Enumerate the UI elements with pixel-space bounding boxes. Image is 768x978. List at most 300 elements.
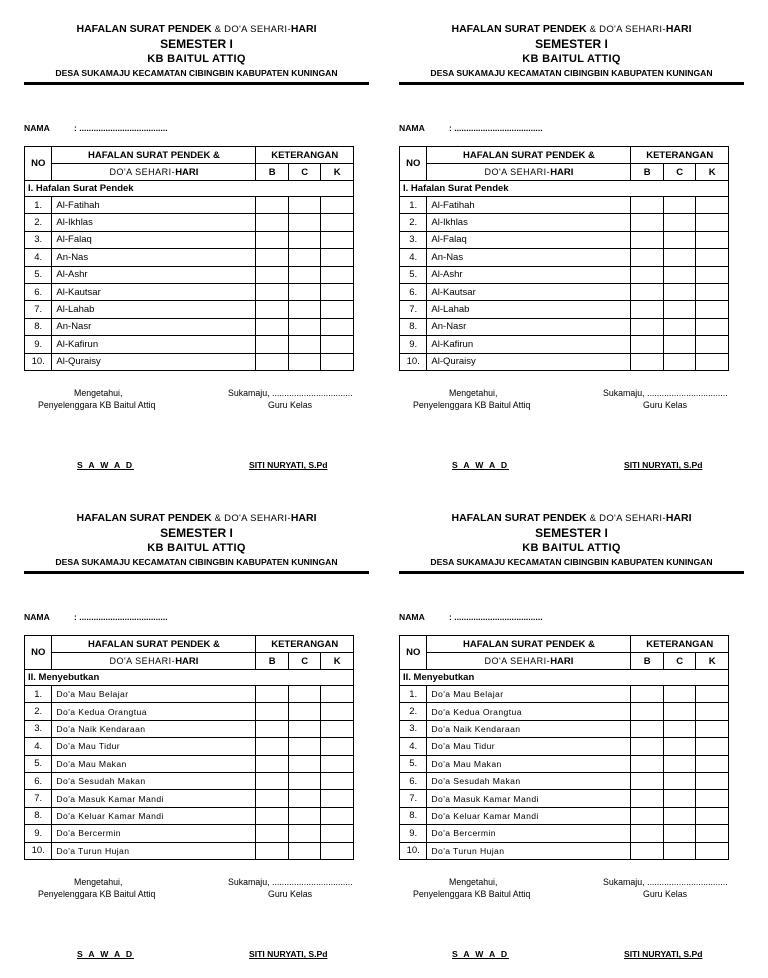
row-item-name: Do'a Sesudah Makan [427,772,631,789]
cell-c[interactable] [288,842,320,859]
cell-b[interactable] [631,686,663,703]
header-divider [399,82,744,85]
cell-k[interactable] [696,301,729,318]
hafalan-table [24,146,354,371]
table-row [25,790,354,807]
row-number: 2. [25,703,52,720]
cell-c[interactable] [288,266,320,283]
nama-line [24,610,168,624]
cell-b[interactable] [631,703,663,720]
cell-c[interactable] [288,301,320,318]
cell-b[interactable] [631,755,663,772]
header-b: B [256,653,288,670]
card-title: HAFALAN SURAT PENDEK & DO'A SEHARI-HARI [451,23,692,35]
cell-k[interactable] [696,755,729,772]
table-row [400,283,729,300]
row-number: 10. [25,353,52,370]
table-row [400,301,729,318]
cell-b[interactable] [631,266,663,283]
cell-b[interactable] [631,301,663,318]
cell-c[interactable] [663,249,695,266]
row-item-name: Al-Kafirun [52,336,256,353]
cell-b[interactable] [631,772,663,789]
table-row [25,825,354,842]
cell-k[interactable] [696,318,729,335]
header-divider [24,82,369,85]
header-k: K [321,653,354,670]
header-c: C [288,164,320,181]
table-row [400,790,729,807]
table-row [25,703,354,720]
school-address: DESA SUKAMAJU KECAMATAN CIBINGBIN KABUPATEN KUNINGAN [430,557,713,567]
row-number: 1. [400,197,427,214]
signer-left: S A W A D [77,949,134,959]
cell-b[interactable] [631,738,663,755]
row-number: 8. [400,318,427,335]
cell-k[interactable] [696,231,729,248]
row-number: 8. [25,318,52,335]
table-row [400,686,729,703]
cell-k[interactable] [321,283,354,300]
cell-c[interactable] [663,197,695,214]
cell-b[interactable] [256,318,288,335]
cell-c[interactable] [663,686,695,703]
cell-c[interactable] [288,807,320,824]
school-name: KB BAITUL ATTIQ [147,53,246,65]
header-keterangan: KETERANGAN [631,636,729,653]
table-row [25,197,354,214]
row-number: 3. [400,720,427,737]
cell-k[interactable] [321,336,354,353]
row-number: 9. [25,336,52,353]
guru-label: Guru Kelas [643,889,688,899]
cell-k[interactable] [321,231,354,248]
table-row [400,755,729,772]
place-date: Sukamaju, ................................. [603,388,728,398]
signer-right: SITI NURYATI, S.Pd [624,949,703,959]
mengetahui-label: Mengetahui, [74,877,123,887]
row-number: 1. [400,686,427,703]
cell-b[interactable] [256,807,288,824]
cell-c[interactable] [288,318,320,335]
row-number: 3. [400,231,427,248]
cell-c[interactable] [663,755,695,772]
semester-label: SEMESTER I [535,37,608,51]
header-title-1: HAFALAN SURAT PENDEK & [427,147,631,164]
cell-b[interactable] [256,197,288,214]
cell-b[interactable] [631,197,663,214]
cell-b[interactable] [256,772,288,789]
cell-k[interactable] [321,266,354,283]
nama-line [399,610,543,624]
header-title-2: DO'A SEHARI-HARI [52,164,256,181]
signer-left: S A W A D [452,949,509,959]
cell-b[interactable] [256,301,288,318]
school-address: DESA SUKAMAJU KECAMATAN CIBINGBIN KABUPATEN KUNINGAN [55,557,338,567]
cell-c[interactable] [663,842,695,859]
cell-b[interactable] [256,214,288,231]
row-number: 10. [25,842,52,859]
cell-k[interactable] [321,686,354,703]
cell-b[interactable] [631,720,663,737]
signer-right: SITI NURYATI, S.Pd [249,460,328,470]
place-date: Sukamaju, ................................. [603,877,728,887]
row-number: 10. [400,842,427,859]
table-row [25,772,354,789]
cell-c[interactable] [663,790,695,807]
cell-c[interactable] [663,353,695,370]
card-title: HAFALAN SURAT PENDEK & DO'A SEHARI-HARI [451,512,692,524]
row-number: 6. [400,772,427,789]
school-address: DESA SUKAMAJU KECAMATAN CIBINGBIN KABUPATEN KUNINGAN [55,68,338,78]
cell-c[interactable] [663,703,695,720]
table-row [25,755,354,772]
header-title-1: HAFALAN SURAT PENDEK & [52,636,256,653]
cell-c[interactable] [288,214,320,231]
cell-b[interactable] [256,790,288,807]
table-row [400,772,729,789]
table-row [25,283,354,300]
header-title-2: DO'A SEHARI-HARI [427,164,631,181]
row-item-name: Do'a Mau Makan [52,755,256,772]
row-item-name: Al-Ashr [427,266,631,283]
row-item-name: Al-Kautsar [52,283,256,300]
guru-label: Guru Kelas [643,400,688,410]
header-b: B [256,164,288,181]
row-item-name: Al-Falaq [427,231,631,248]
cell-c[interactable] [663,720,695,737]
cell-b[interactable] [631,353,663,370]
cell-k[interactable] [696,283,729,300]
cell-b[interactable] [256,738,288,755]
header-b: B [631,653,663,670]
header-c: C [663,653,695,670]
cell-c[interactable] [288,231,320,248]
row-item-name: Al-Falaq [52,231,256,248]
mengetahui-label: Mengetahui, [74,388,123,398]
card-title: HAFALAN SURAT PENDEK & DO'A SEHARI-HARI [76,512,317,524]
cell-k[interactable] [696,807,729,824]
cell-c[interactable] [288,336,320,353]
table-row [400,336,729,353]
table-row [25,318,354,335]
row-item-name: Al-Ikhlas [52,214,256,231]
cell-k[interactable] [321,738,354,755]
signer-right: SITI NURYATI, S.Pd [249,949,328,959]
row-item-name: Do'a Masuk Kamar Mandi [427,790,631,807]
row-item-name: Al-Ikhlas [427,214,631,231]
cell-k[interactable] [321,197,354,214]
table-row [25,301,354,318]
row-number: 5. [400,266,427,283]
cell-k[interactable] [696,790,729,807]
cell-c[interactable] [663,301,695,318]
school-name: KB BAITUL ATTIQ [522,542,621,554]
table-row [400,214,729,231]
table-row [400,720,729,737]
table-row [25,720,354,737]
row-item-name: Do'a Bercermin [427,825,631,842]
table-row [400,231,729,248]
row-item-name: Do'a Masuk Kamar Mandi [52,790,256,807]
row-number: 1. [25,686,52,703]
penyelenggara-label: Penyelenggara KB Baitul Attiq [38,400,156,410]
cell-b[interactable] [256,825,288,842]
card-header [24,22,369,85]
cell-b[interactable] [631,336,663,353]
cell-b[interactable] [631,249,663,266]
row-item-name: Do'a Turun Hujan [427,842,631,859]
row-number: 7. [25,790,52,807]
row-number: 4. [400,249,427,266]
cell-b[interactable] [256,703,288,720]
nama-label: NAMA [399,123,425,133]
row-number: 2. [400,214,427,231]
report-card [24,22,369,470]
header-no: NO [25,636,52,670]
cell-k[interactable] [321,807,354,824]
cell-k[interactable] [321,825,354,842]
cell-b[interactable] [256,755,288,772]
row-item-name: An-Nasr [427,318,631,335]
row-item-name: Do'a Mau Belajar [52,686,256,703]
row-item-name: Do'a Bercermin [52,825,256,842]
cell-k[interactable] [696,249,729,266]
cell-k[interactable] [321,703,354,720]
penyelenggara-label: Penyelenggara KB Baitul Attiq [38,889,156,899]
table-row [400,318,729,335]
row-item-name: Do'a Keluar Kamar Mandi [427,807,631,824]
row-number: 5. [400,755,427,772]
cell-c[interactable] [288,772,320,789]
row-number: 1. [25,197,52,214]
row-number: 3. [25,720,52,737]
row-number: 3. [25,231,52,248]
mengetahui-label: Mengetahui, [449,877,498,887]
table-row [400,842,729,859]
cell-b[interactable] [631,231,663,248]
row-item-name: Al-Lahab [427,301,631,318]
row-number: 7. [25,301,52,318]
cell-k[interactable] [696,214,729,231]
row-number: 6. [25,283,52,300]
cell-k[interactable] [696,720,729,737]
cell-k[interactable] [321,755,354,772]
cell-c[interactable] [663,318,695,335]
cell-b[interactable] [631,842,663,859]
cell-b[interactable] [256,283,288,300]
cell-c[interactable] [288,790,320,807]
cell-c[interactable] [663,807,695,824]
row-item-name: Do'a Mau Tidur [52,738,256,755]
report-card [399,22,744,470]
row-number: 4. [25,249,52,266]
cell-k[interactable] [321,214,354,231]
cell-c[interactable] [288,686,320,703]
hafalan-table [24,635,354,860]
header-no: NO [400,636,427,670]
cell-k[interactable] [321,772,354,789]
header-keterangan: KETERANGAN [256,636,354,653]
row-item-name: Al-Fatihah [52,197,256,214]
cell-c[interactable] [663,231,695,248]
semester-label: SEMESTER I [160,37,233,51]
cell-b[interactable] [631,283,663,300]
cell-b[interactable] [256,720,288,737]
cell-c[interactable] [663,266,695,283]
header-k: K [696,653,729,670]
row-number: 10. [400,353,427,370]
cell-c[interactable] [663,336,695,353]
signer-left: S A W A D [77,460,134,470]
cell-c[interactable] [288,283,320,300]
cell-k[interactable] [696,336,729,353]
nama-value: : ..................................... [449,612,543,622]
card-header [399,511,744,574]
school-name: KB BAITUL ATTIQ [147,542,246,554]
table-row [400,825,729,842]
row-number: 8. [400,807,427,824]
row-number: 6. [25,772,52,789]
cell-b[interactable] [256,353,288,370]
cell-c[interactable] [663,283,695,300]
penyelenggara-label: Penyelenggara KB Baitul Attiq [413,400,531,410]
row-number: 5. [25,755,52,772]
guru-label: Guru Kelas [268,400,313,410]
row-number: 9. [400,336,427,353]
table-row [400,807,729,824]
cell-b[interactable] [256,266,288,283]
cell-b[interactable] [256,336,288,353]
table-row [400,249,729,266]
table-row [25,249,354,266]
cell-k[interactable] [321,790,354,807]
header-title-2: DO'A SEHARI-HARI [427,653,631,670]
cell-c[interactable] [288,353,320,370]
row-item-name: Al-Lahab [52,301,256,318]
section-title: I. Hafalan Surat Pendek [400,181,729,197]
table-row [25,738,354,755]
table-row [25,231,354,248]
nama-label: NAMA [399,612,425,622]
mengetahui-label: Mengetahui, [449,388,498,398]
header-c: C [663,164,695,181]
row-item-name: An-Nas [52,249,256,266]
row-number: 8. [25,807,52,824]
guru-label: Guru Kelas [268,889,313,899]
cell-k[interactable] [696,738,729,755]
nama-label: NAMA [24,612,50,622]
cell-c[interactable] [288,249,320,266]
cell-c[interactable] [663,214,695,231]
header-k: K [696,164,729,181]
cell-k[interactable] [321,249,354,266]
row-item-name: Al-Kautsar [427,283,631,300]
place-date: Sukamaju, ................................. [228,388,353,398]
header-no: NO [400,147,427,181]
cell-b[interactable] [631,807,663,824]
hafalan-table [399,635,729,860]
nama-line [399,121,543,135]
school-address: DESA SUKAMAJU KECAMATAN CIBINGBIN KABUPATEN KUNINGAN [430,68,713,78]
cell-k[interactable] [696,772,729,789]
cell-k[interactable] [696,703,729,720]
header-divider [24,571,369,574]
cell-k[interactable] [321,301,354,318]
header-title-1: HAFALAN SURAT PENDEK & [427,636,631,653]
cell-b[interactable] [631,214,663,231]
cell-b[interactable] [256,842,288,859]
signer-left: S A W A D [452,460,509,470]
row-item-name: Al-Quraisy [52,353,256,370]
header-c: C [288,653,320,670]
cell-b[interactable] [631,318,663,335]
section-title: I. Hafalan Surat Pendek [25,181,354,197]
cell-c[interactable] [663,738,695,755]
cell-k[interactable] [696,266,729,283]
cell-k[interactable] [696,842,729,859]
cell-k[interactable] [696,825,729,842]
school-name: KB BAITUL ATTIQ [522,53,621,65]
cell-k[interactable] [321,720,354,737]
cell-k[interactable] [696,686,729,703]
card-header [399,22,744,85]
cell-k[interactable] [321,353,354,370]
signer-right: SITI NURYATI, S.Pd [624,460,703,470]
row-number: 9. [25,825,52,842]
cell-c[interactable] [663,772,695,789]
row-item-name: Do'a Kedua Orangtua [427,703,631,720]
nama-label: NAMA [24,123,50,133]
cell-b[interactable] [256,249,288,266]
cell-k[interactable] [321,318,354,335]
row-number: 5. [25,266,52,283]
cell-c[interactable] [288,703,320,720]
row-item-name: Do'a Keluar Kamar Mandi [52,807,256,824]
header-k: K [321,164,354,181]
card-header [24,511,369,574]
row-item-name: Al-Fatihah [427,197,631,214]
cell-k[interactable] [321,842,354,859]
row-item-name: Do'a Naik Kendaraan [52,720,256,737]
table-row [400,703,729,720]
cell-k[interactable] [696,197,729,214]
cell-b[interactable] [631,790,663,807]
row-item-name: Al-Ashr [52,266,256,283]
table-row [400,353,729,370]
cell-c[interactable] [288,738,320,755]
nama-value: : ..................................... [449,123,543,133]
row-number: 4. [25,738,52,755]
cell-b[interactable] [256,686,288,703]
cell-c[interactable] [663,825,695,842]
nama-value: : ..................................... [74,612,168,622]
cell-c[interactable] [288,755,320,772]
card-title: HAFALAN SURAT PENDEK & DO'A SEHARI-HARI [76,23,317,35]
header-title-2: DO'A SEHARI-HARI [52,653,256,670]
header-keterangan: KETERANGAN [256,147,354,164]
row-item-name: Do'a Sesudah Makan [52,772,256,789]
cell-c[interactable] [288,825,320,842]
cell-b[interactable] [631,825,663,842]
cell-b[interactable] [256,231,288,248]
cell-k[interactable] [696,353,729,370]
cell-c[interactable] [288,197,320,214]
table-row [25,842,354,859]
row-item-name: Do'a Mau Makan [427,755,631,772]
table-row [25,353,354,370]
cell-c[interactable] [288,720,320,737]
